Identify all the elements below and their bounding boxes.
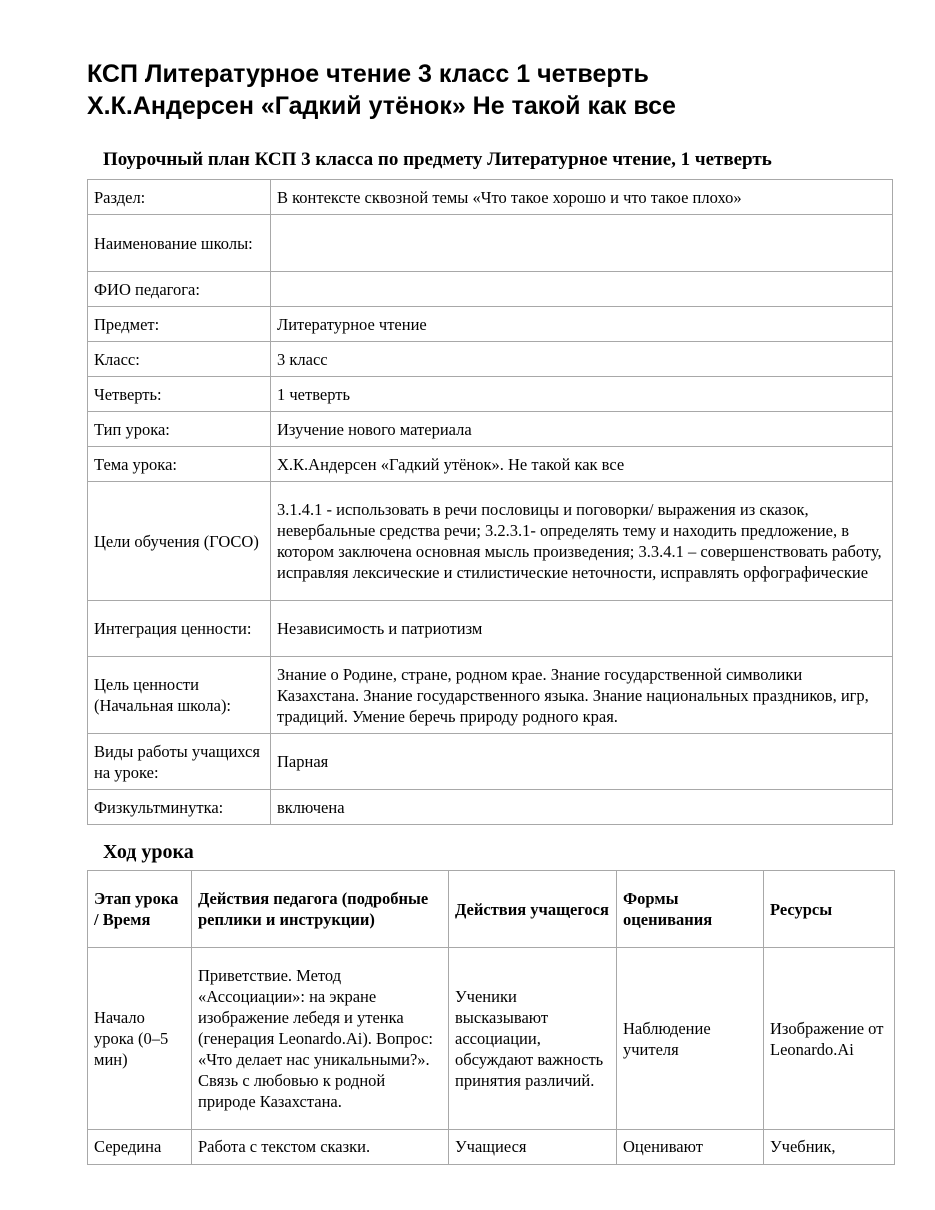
- course-cell-student-actions: Ученики высказывают ассоциации, обсуждают важность принятия различий.: [449, 948, 617, 1130]
- course-cell-stage: Начало урока (0–5 мин): [88, 948, 192, 1130]
- course-cell-resources: Учебник,: [764, 1130, 895, 1165]
- plan-heading: Поурочный план КСП 3 класса по предмету Литературное чтение, 1 четверть: [103, 149, 772, 170]
- info-row-learning-goals: [88, 482, 893, 601]
- info-value: 3.1.4.1 - использовать в речи пословицы и поговорки/ выражения из сказок, невербальные средства речи; 3.2.3.1- определять тему и находить предложение, в котором заключена основная мысль произведения; 3.3.4.1 – совершенствовать работу, исправляя лексические и стилистические неточности, исправлять орфографические: [271, 482, 893, 601]
- info-label: Раздел:: [88, 180, 271, 215]
- info-value: Изучение нового материала: [271, 412, 893, 447]
- course-header-row: [88, 871, 895, 948]
- document-title: [87, 58, 887, 122]
- course-cell-stage: Середина: [88, 1130, 192, 1165]
- info-value: включена: [271, 790, 893, 825]
- info-value: Знание о Родине, стране, родном крае. Знание государственной символики Казахстана. Знание государственного языка. Знание национальных праздников, игр, традиций. Умение беречь природу родного края.: [271, 657, 893, 734]
- info-row-work-types: [88, 734, 893, 790]
- info-label: Цель ценности (Начальная школа):: [88, 657, 271, 734]
- info-label: Тема урока:: [88, 447, 271, 482]
- column-header-resources: Ресурсы: [764, 871, 895, 948]
- info-row-grade: [88, 342, 893, 377]
- info-value: 3 класс: [271, 342, 893, 377]
- info-label: Класс:: [88, 342, 271, 377]
- info-label: Четверть:: [88, 377, 271, 412]
- document-title-line-1: КСП Литературное чтение 3 класс 1 четверть: [87, 60, 649, 88]
- column-header-stage: Этап урока / Время: [88, 871, 192, 948]
- info-label: ФИО педагога:: [88, 272, 271, 307]
- info-label: Виды работы учащихся на уроке:: [88, 734, 271, 790]
- lesson-course-table: [87, 870, 895, 1165]
- info-value: Парная: [271, 734, 893, 790]
- info-row-teacher: [88, 272, 893, 307]
- info-value: 1 четверть: [271, 377, 893, 412]
- info-row-section: [88, 180, 893, 215]
- info-value: [271, 215, 893, 272]
- course-cell-assessment: Наблюдение учителя: [617, 948, 764, 1130]
- info-label: Физкультминутка:: [88, 790, 271, 825]
- course-cell-teacher-actions: Работа с текстом сказки.: [192, 1130, 449, 1165]
- info-label: Наименование школы:: [88, 215, 271, 272]
- info-row-school: [88, 215, 893, 272]
- course-row: [88, 1130, 895, 1165]
- info-label: Интеграция ценности:: [88, 601, 271, 657]
- lesson-info-table: [87, 179, 893, 825]
- column-header-assessment: Формы оценивания: [617, 871, 764, 948]
- course-cell-teacher-actions: Приветствие. Метод «Ассоциации»: на экране изображение лебедя и утенка (генерация Leonardo.Ai). Вопрос: «Что делает нас уникальными?». Связь с любовью к родной природе Казахстана.: [192, 948, 449, 1130]
- info-row-subject: [88, 307, 893, 342]
- column-header-teacher-actions: Действия педагога (подробные реплики и инструкции): [192, 871, 449, 948]
- info-value: [271, 272, 893, 307]
- info-row-quarter: [88, 377, 893, 412]
- info-row-value-goal: [88, 657, 893, 734]
- lesson-course-heading: Ход урока: [103, 841, 194, 863]
- info-value: Литературное чтение: [271, 307, 893, 342]
- info-value: В контексте сквозной темы «Что такое хорошо и что такое плохо»: [271, 180, 893, 215]
- info-label: Предмет:: [88, 307, 271, 342]
- column-header-student-actions: Действия учащегося: [449, 871, 617, 948]
- course-cell-resources: Изображение от Leonardo.Ai: [764, 948, 895, 1130]
- course-cell-student-actions: Учащиеся: [449, 1130, 617, 1165]
- course-cell-assessment: Оценивают: [617, 1130, 764, 1165]
- info-row-exercise-break: [88, 790, 893, 825]
- document-title-line-2: Х.К.Андерсен «Гадкий утёнок» Не такой как все: [87, 92, 676, 120]
- info-row-lesson-type: [88, 412, 893, 447]
- info-value: Независимость и патриотизм: [271, 601, 893, 657]
- info-row-values: [88, 601, 893, 657]
- info-value: Х.К.Андерсен «Гадкий утёнок». Не такой как все: [271, 447, 893, 482]
- info-label: Цели обучения (ГОСО): [88, 482, 271, 601]
- course-row: [88, 948, 895, 1130]
- info-row-topic: [88, 447, 893, 482]
- info-label: Тип урока:: [88, 412, 271, 447]
